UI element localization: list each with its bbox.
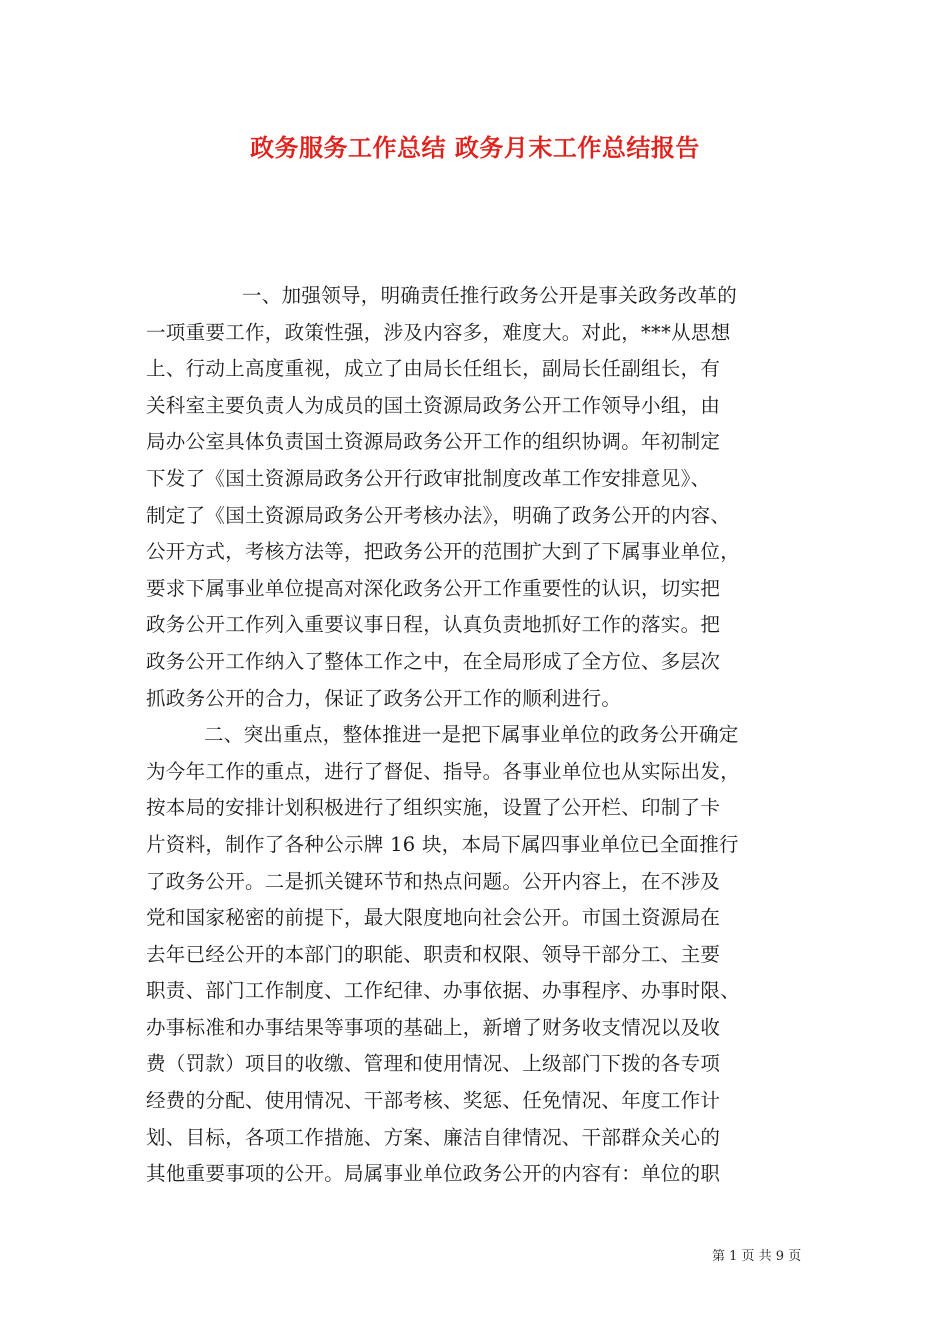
document-title: 政务服务工作总结 政务月末工作总结报告 <box>250 133 700 162</box>
text-line: 党和国家秘密的前提下，最大限度地向社会公开。市国土资源局在 <box>146 906 721 930</box>
text-line: 制定了《国土资源局政务公开考核办法》，明确了政务公开的内容、 <box>146 503 731 527</box>
text-line: 了政务公开。二是抓关键环节和热点问题。公开内容上，在不涉及 <box>146 869 721 893</box>
text-line: 上、行动上高度重视，成立了由局长任组长，副局长任副组长，有 <box>146 357 721 381</box>
paragraph-2 <box>146 717 810 1193</box>
text-line: 一项重要工作，政策性强，涉及内容多，难度大。对此，***从思想 <box>146 320 731 344</box>
text-line: 下发了《国土资源局政务公开行政审批制度改革工作安排意见》、 <box>146 466 711 490</box>
text-line: 二、突出重点，整体推进一是把下属事业单位的政务公开确定 <box>204 723 739 747</box>
text-line: 其他重要事项的公开。局属事业单位政务公开的内容有：单位的职 <box>146 1162 721 1186</box>
text-line: 费（罚款）项目的收缴、管理和使用情况、上级部门下拨的各专项 <box>146 1052 721 1076</box>
text-line: 办事标准和办事结果等事项的基础上，新增了财务收支情况以及收 <box>146 1015 721 1039</box>
paragraph-1 <box>146 278 810 717</box>
text-line: 政务公开工作列入重要议事日程，认真负责地抓好工作的落实。把 <box>146 613 721 637</box>
page-number-footer: 第 1 页 共 9 页 <box>712 1249 802 1264</box>
text-line: 划、目标，各项工作措施、方案、廉洁自律情况、干部群众关心的 <box>146 1125 721 1149</box>
text-line: 一、加强领导，明确责任推行政务公开是事关政务改革的 <box>242 284 738 307</box>
text-line: 为今年工作的重点，进行了督促、指导。各事业单位也从实际出发， <box>146 759 741 783</box>
text-line: 要求下属事业单位提高对深化政务公开工作重要性的认识，切实把 <box>146 576 721 600</box>
text-line: 去年已经公开的本部门的职能、职责和权限、领导干部分工、主要 <box>146 942 721 966</box>
text-line: 片资料，制作了各种公示牌 16 块，本局下属四事业单位已全面推行 <box>146 832 739 856</box>
text-line: 经费的分配、使用情况、干部考核、奖惩、任免情况、年度工作计 <box>146 1089 721 1113</box>
text-line: 公开方式，考核方法等，把政务公开的范围扩大到了下属事业单位， <box>146 540 741 564</box>
text-line: 关科室主要负责人为成员的国土资源局政务公开工作领导小组，由 <box>146 393 721 417</box>
text-line: 局办公室具体负责国土资源局政务公开工作的组织协调。年初制定 <box>146 430 721 454</box>
text-line: 抓政务公开的合力，保证了政务公开工作的顺利进行。 <box>146 686 622 710</box>
text-line: 政务公开工作纳入了整体工作之中，在全局形成了全方位、多层次 <box>146 649 721 673</box>
text-line: 职责、部门工作制度、工作纪律、办事依据、办事程序、办事时限、 <box>146 979 741 1003</box>
text-line: 按本局的安排计划积极进行了组织实施，设置了公开栏、印制了卡 <box>146 796 721 820</box>
document-body <box>146 278 810 1193</box>
